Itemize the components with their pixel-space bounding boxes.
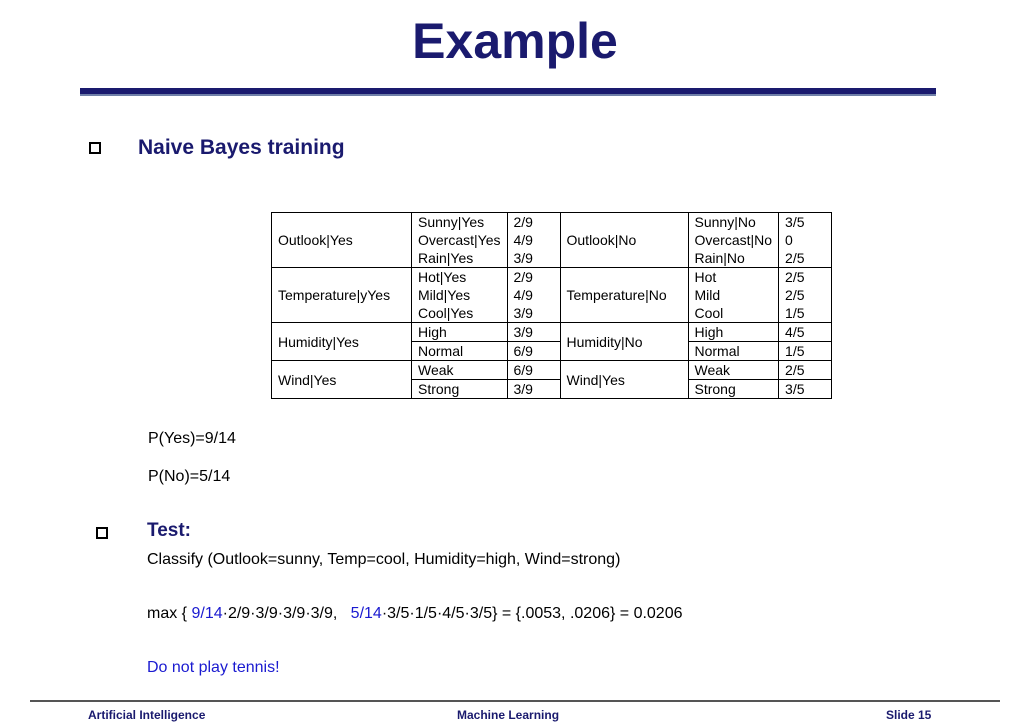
footer-topic: Machine Learning bbox=[457, 708, 560, 722]
value-prob: 3/9 bbox=[507, 380, 560, 399]
value-prob: 3/9 bbox=[507, 249, 560, 268]
prior-yes: P(Yes)=9/14 bbox=[148, 430, 236, 447]
max-no-rest: ·3/5·1/5·4/5·3/5} = {.0053, .0206} = 0.0206 bbox=[381, 605, 683, 622]
value-label: Strong bbox=[688, 380, 779, 399]
classify-query: Classify (Outlook=sunny, Temp=cool, Humidity=high, Wind=strong) bbox=[147, 551, 621, 568]
group-label-yes: Outlook|Yes bbox=[272, 213, 412, 268]
group-label-yes: Temperature|yYes bbox=[272, 268, 412, 323]
footer-course: Artificial Intelligence bbox=[88, 708, 206, 722]
square-bullet-icon bbox=[89, 142, 101, 154]
max-no-prior: 5/14 bbox=[350, 605, 382, 622]
value-prob: 0 bbox=[779, 231, 832, 249]
group-label-yes: Wind|Yes bbox=[272, 361, 412, 399]
value-label: Sunny|No bbox=[688, 213, 779, 232]
group-label-no: Temperature|No bbox=[560, 268, 688, 323]
value-prob: 2/9 bbox=[507, 213, 560, 232]
value-prob: 2/5 bbox=[779, 286, 832, 304]
max-yes-prior: 9/14 bbox=[191, 605, 223, 622]
value-label: High bbox=[412, 323, 508, 342]
value-label: Strong bbox=[412, 380, 508, 399]
value-label: Overcast|No bbox=[688, 231, 779, 249]
max-prefix: max { bbox=[147, 605, 192, 622]
conclusion-text: Do not play tennis! bbox=[147, 659, 280, 676]
prior-no: P(No)=5/14 bbox=[148, 468, 231, 485]
value-label: Weak bbox=[688, 361, 779, 380]
value-prob: 3/9 bbox=[507, 304, 560, 323]
value-label: Mild|Yes bbox=[412, 286, 508, 304]
value-label: Weak bbox=[412, 361, 508, 380]
slide-title: Example bbox=[412, 13, 618, 69]
slide-number: Slide 15 bbox=[886, 708, 932, 722]
value-prob: 2/5 bbox=[779, 361, 832, 380]
value-prob: 3/5 bbox=[779, 213, 832, 232]
value-prob: 2/5 bbox=[779, 249, 832, 268]
title-underline bbox=[80, 88, 936, 96]
bullet-heading-training: Naive Bayes training bbox=[138, 136, 345, 159]
group-label-no: Wind|Yes bbox=[560, 361, 688, 399]
value-prob: 4/5 bbox=[779, 323, 832, 342]
value-prob: 1/5 bbox=[779, 304, 832, 323]
value-prob: 1/5 bbox=[779, 342, 832, 361]
max-computation bbox=[147, 605, 683, 623]
value-label: Normal bbox=[688, 342, 779, 361]
group-label-yes: Humidity|Yes bbox=[272, 323, 412, 361]
value-label: Sunny|Yes bbox=[412, 213, 508, 232]
value-label: Mild bbox=[688, 286, 779, 304]
value-label: Hot|Yes bbox=[412, 268, 508, 287]
value-prob: 3/5 bbox=[779, 380, 832, 399]
max-yes-rest: ·2/9·3/9·3/9·3/9, bbox=[222, 605, 351, 622]
probability-table bbox=[271, 212, 832, 399]
bullet-heading-test: Test: bbox=[147, 520, 191, 541]
value-label: Cool bbox=[688, 304, 779, 323]
value-label: Hot bbox=[688, 268, 779, 287]
value-label: Rain|Yes bbox=[412, 249, 508, 268]
footer-divider bbox=[30, 700, 1000, 702]
value-label: Cool|Yes bbox=[412, 304, 508, 323]
value-prob: 4/9 bbox=[507, 231, 560, 249]
value-label: High bbox=[688, 323, 779, 342]
value-label: Normal bbox=[412, 342, 508, 361]
value-prob: 4/9 bbox=[507, 286, 560, 304]
value-label: Overcast|Yes bbox=[412, 231, 508, 249]
value-prob: 6/9 bbox=[507, 342, 560, 361]
value-prob: 2/9 bbox=[507, 268, 560, 287]
group-label-no: Humidity|No bbox=[560, 323, 688, 361]
value-prob: 6/9 bbox=[507, 361, 560, 380]
value-prob: 3/9 bbox=[507, 323, 560, 342]
group-label-no: Outlook|No bbox=[560, 213, 688, 268]
square-bullet-icon bbox=[96, 527, 108, 539]
value-label: Rain|No bbox=[688, 249, 779, 268]
value-prob: 2/5 bbox=[779, 268, 832, 287]
